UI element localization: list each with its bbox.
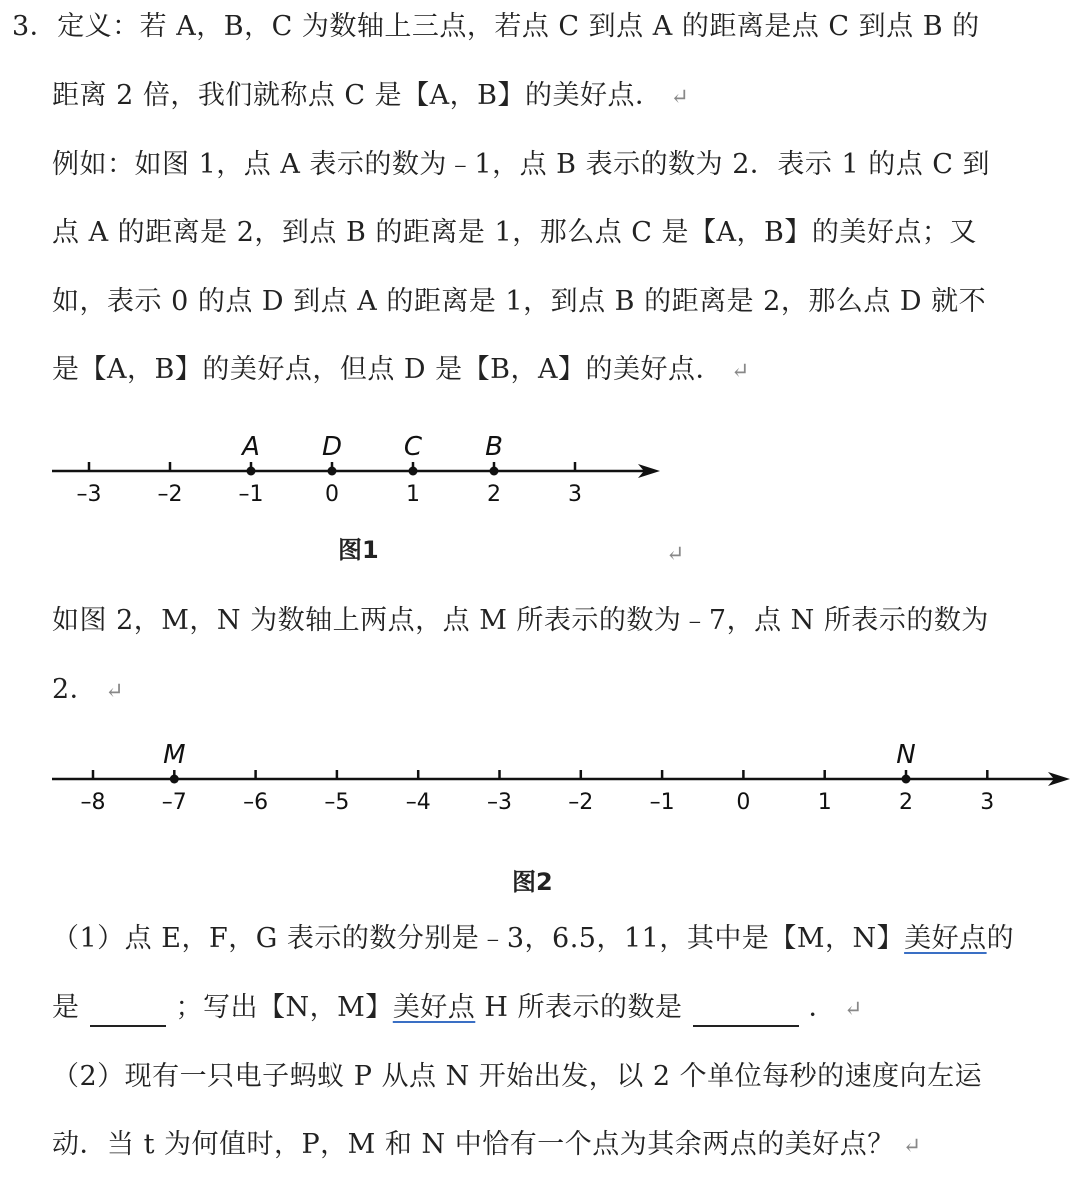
- return-mark-icon: ↵: [902, 1134, 922, 1159]
- point-dot: [490, 467, 499, 476]
- point-label: N: [896, 740, 916, 770]
- question-2-line-2: [52, 1128, 922, 1164]
- figure-2-caption: 图2: [512, 868, 553, 896]
- tick-label: 1: [817, 790, 832, 815]
- tick-label: –2: [568, 790, 594, 815]
- definition-text-cont: 距离 2 倍，我们就称点 C 是【A，B】的美好点．: [52, 80, 663, 111]
- example-text: 是【A，B】的美好点，但点 D 是【B，A】的美好点．: [52, 354, 723, 385]
- underlined-term: 美好点: [904, 923, 987, 954]
- point-label: D: [321, 432, 343, 462]
- problem-line-2: [52, 79, 689, 115]
- tick-label: 1: [406, 482, 420, 507]
- question-1-line-1: [52, 922, 1014, 956]
- return-mark-icon: ↵: [666, 542, 685, 567]
- definition-text: 定义：若 A，B，C 为数轴上三点，若点 C 到点 A 的距离是点 C 到点 B 的: [57, 11, 980, 42]
- point-label: M: [163, 740, 186, 770]
- point-dot: [170, 775, 179, 784]
- point-dot: [328, 467, 337, 476]
- tick-label: –3: [76, 482, 102, 507]
- tick-label: –3: [487, 790, 512, 815]
- tick-label: –6: [243, 790, 269, 815]
- tick-label: –7: [161, 790, 187, 815]
- figure-1-number-line: [0, 420, 700, 520]
- problem-number: 3．: [12, 11, 58, 42]
- example-text: 如，表示 0 的点 D 到点 A 的距离是 1，到点 B 的距离是 2，那么点 D 就不: [52, 286, 987, 317]
- tick-label: 0: [736, 790, 751, 815]
- question-2-text: （2）现有一只电子蚂蚁 P 从点 N 开始出发，以 2 个单位每秒的速度向左运: [52, 1061, 983, 1092]
- return-mark-icon: ↵: [105, 679, 125, 704]
- point-label: B: [485, 432, 503, 462]
- figure-2-intro-line-1: [52, 604, 989, 638]
- point-label: A: [242, 432, 260, 462]
- example-line-1: [52, 148, 990, 182]
- question-1-line-2: [52, 991, 863, 1027]
- question-1-text: H 所表示的数是: [475, 992, 683, 1023]
- answer-blank-1[interactable]: [90, 999, 166, 1027]
- tick-label: –4: [405, 790, 431, 815]
- example-text: 例如：如图 1，点 A 表示的数为﹣1，点 B 表示的数为 2．表示 1 的点 C 到: [52, 149, 991, 180]
- problem-line-1: [12, 10, 980, 44]
- tick-label: 3: [568, 482, 582, 507]
- tick-label: –1: [238, 482, 264, 507]
- tick-label: 2: [487, 482, 501, 507]
- tick-label: –2: [157, 482, 183, 507]
- figure-2-intro-line-2: [52, 673, 124, 709]
- example-text: 点 A 的距离是 2，到点 B 的距离是 1，那么点 C 是【A，B】的美好点；又: [52, 217, 977, 248]
- question-2-text: 动．当 t 为何值时，P，M 和 N 中恰有一个点为其余两点的美好点？: [52, 1129, 895, 1160]
- question-1-text: （1）点 E，F，G 表示的数分别是﹣3，6.5，11，其中是【M，N】: [52, 923, 905, 954]
- example-line-3: [52, 285, 986, 319]
- tick-label: 2: [899, 790, 913, 815]
- return-mark-icon: ↵: [670, 85, 690, 110]
- return-mark-icon: ↵: [731, 359, 750, 384]
- return-mark-icon: ↵: [844, 997, 863, 1022]
- figure-2-number-line: [0, 730, 1080, 830]
- point-dot: [409, 467, 418, 476]
- question-1-text: ；写出【N，M】: [175, 992, 393, 1023]
- point-label: C: [403, 432, 423, 462]
- intro-text: 2．: [52, 674, 98, 705]
- tick-label: –8: [80, 790, 106, 815]
- tick-label: –1: [649, 790, 675, 815]
- point-dot: [247, 467, 256, 476]
- example-line-2: [52, 216, 977, 250]
- example-line-4: [52, 353, 750, 389]
- question-1-text-end: 的: [986, 923, 1015, 954]
- tick-label: –5: [324, 790, 350, 815]
- intro-text: 如图 2，M，N 为数轴上两点，点 M 所表示的数为﹣7，点 N 所表示的数为: [52, 605, 989, 636]
- question-2-line-1: [52, 1060, 982, 1094]
- tick-label: 0: [325, 482, 339, 507]
- point-dot: [902, 775, 911, 784]
- question-1-text: 是: [52, 992, 80, 1023]
- figure-1-caption: 图1: [338, 536, 379, 564]
- underlined-term: 美好点: [392, 992, 476, 1023]
- tick-label: 3: [980, 790, 995, 815]
- question-1-text-end: ．: [808, 992, 836, 1023]
- answer-blank-2[interactable]: [693, 999, 799, 1027]
